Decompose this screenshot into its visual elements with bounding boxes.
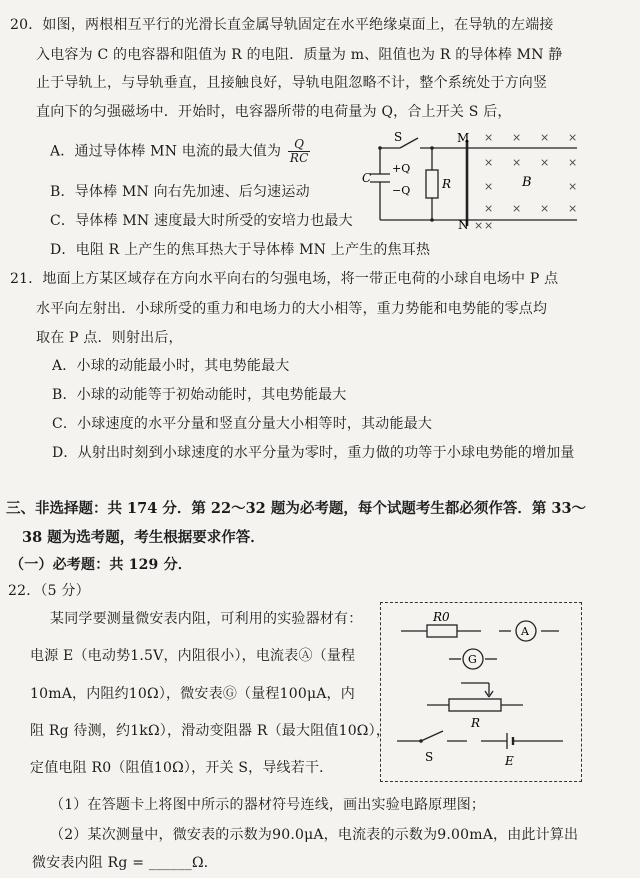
q22-fig-ammeter-label: A	[521, 625, 529, 638]
q22-line-4: 阻 Rg 待测，约1kΩ），滑动变阻器 R（最大阻值10Ω），	[30, 723, 391, 739]
q20-fig-minus-q: −Q	[392, 184, 411, 197]
svg-text:×: ×	[484, 180, 494, 193]
svg-text:×: ×	[484, 202, 494, 215]
q21-option-a: A．小球的动能最小时，其电势能最大	[52, 358, 290, 374]
q22-sub-2: （2）某次测量中，微安表的示数为90.0μA，电流表的示数为9.00mA，由此计算出	[50, 827, 579, 843]
q20-line-1: 20．如图，两根相互平行的光滑长直金属导轨固定在水平绝缘桌面上，在导轨的左端接	[10, 17, 554, 33]
q20-fraction-den: RC	[289, 151, 309, 165]
svg-text:×: ×	[568, 180, 578, 193]
q20-fig-b-label: B	[522, 175, 532, 190]
q20-option-a-text: A．通过导体棒 MN 电流的最大值为	[50, 143, 282, 160]
q21-line-2: 水平向左射出．小球所受的重力和电场力的大小相等，重力势能和电势能的零点均	[36, 301, 548, 317]
q22-fig-switch-label: S	[425, 750, 434, 764]
q20-fraction	[288, 138, 311, 165]
q20-line-4: 直向下的匀强磁场中．开始时，电容器所带的电荷量为 Q，合上开关 S 后，	[36, 104, 512, 120]
q22-component-figure	[381, 603, 579, 779]
q20-circuit-figure	[362, 128, 592, 230]
q20-fig-switch-label: S	[394, 130, 403, 144]
q20-option-c: C．导体棒 MN 速度最大时所受的安培力也最大	[50, 213, 353, 229]
q20-fig-c-label: C	[362, 171, 372, 185]
q22-fig-r0-label: R0	[433, 610, 450, 624]
q21-line-3: 取在 P 点．则射出后，	[36, 330, 183, 346]
svg-text:×: ×	[568, 202, 578, 215]
section3-required: （一）必考题：共 129 分．	[10, 557, 192, 573]
q22-fig-rheostat-label: R	[471, 716, 481, 730]
q20-option-b: B．导体棒 MN 向右先加速、后匀速运动	[50, 184, 310, 200]
svg-text:×: ×	[540, 202, 550, 215]
svg-text:×: ×	[568, 131, 578, 144]
q20-line-2: 入电容为 C 的电容器和阻值为 R 的电阻．质量为 m、阻值也为 R 的导体棒 MN 静	[36, 47, 563, 63]
svg-text:×: ×	[540, 156, 550, 169]
svg-text:×: ×	[568, 156, 578, 169]
section3-line-2: 38 题为选考题，考生根据要求作答．	[22, 529, 265, 546]
svg-text:×: ×	[484, 219, 494, 230]
q22-line-5: 定值电阻 R0（阻值10Ω），开关 S，导线若干．	[30, 760, 334, 776]
svg-text:×: ×	[512, 156, 522, 169]
svg-text:×: ×	[540, 131, 550, 144]
q20-fig-m-label: M	[457, 131, 470, 145]
q22-sub-3: 微安表内阻 Rg = ______Ω．	[32, 855, 218, 871]
q20-fraction-num: Q	[288, 138, 311, 152]
q21-line-1: 21．地面上方某区域存在方向水平向右的匀强电场，将一带正电荷的小球自电场中 P 点	[10, 271, 559, 287]
svg-text:×: ×	[474, 219, 484, 230]
svg-text:×: ×	[512, 131, 522, 144]
q21-option-c: C．小球速度的水平分量和竖直分量大小相等时，其动能最大	[52, 416, 433, 432]
q22-fig-source-label: E	[505, 754, 514, 768]
q22-line-3: 10mA，内阻约10Ω），微安表Ⓖ（量程100μA，内	[30, 686, 355, 702]
svg-text:×: ×	[484, 131, 494, 144]
q20-fig-n-label: N	[458, 218, 469, 230]
q20-option-a	[50, 138, 310, 165]
q20-fig-r-label: R	[442, 177, 452, 191]
q22-header: 22．（5 分）	[8, 583, 90, 599]
q20-fig-plus-q: +Q	[392, 162, 411, 175]
q21-option-d: D．从射出时刻到小球速度的水平分量为零时，重力做的功等于小球电势能的增加量	[52, 445, 575, 461]
svg-text:×: ×	[484, 156, 494, 169]
q22-fig-galvanometer-label: G	[468, 653, 477, 666]
section3-line-1: 三、非选择题：共 174 分．第 22～32 题为必考题，每个试题考生都必须作答．第 33～	[6, 500, 587, 517]
q22-sub-1: （1）在答题卡上将图中所示的器材符号连线，画出实验电路原理图；	[50, 797, 486, 813]
svg-text:×: ×	[512, 202, 522, 215]
q20-option-d: D．电阻 R 上产生的焦耳热大于导体棒 MN 上产生的焦耳热	[50, 242, 431, 258]
q20-line-3: 止于导轨上，与导轨垂直，且接触良好，导轨电阻忽略不计，整个系统处于方向竖	[36, 75, 548, 91]
q21-option-b: B．小球的动能等于初始动能时，其电势能最大	[52, 387, 347, 403]
q22-line-1: 某同学要测量微安表内阻，可利用的实验器材有：	[50, 611, 363, 627]
q22-line-2: 电源 E（电动势1.5V，内阻很小），电流表Ⓐ（量程	[30, 648, 356, 664]
